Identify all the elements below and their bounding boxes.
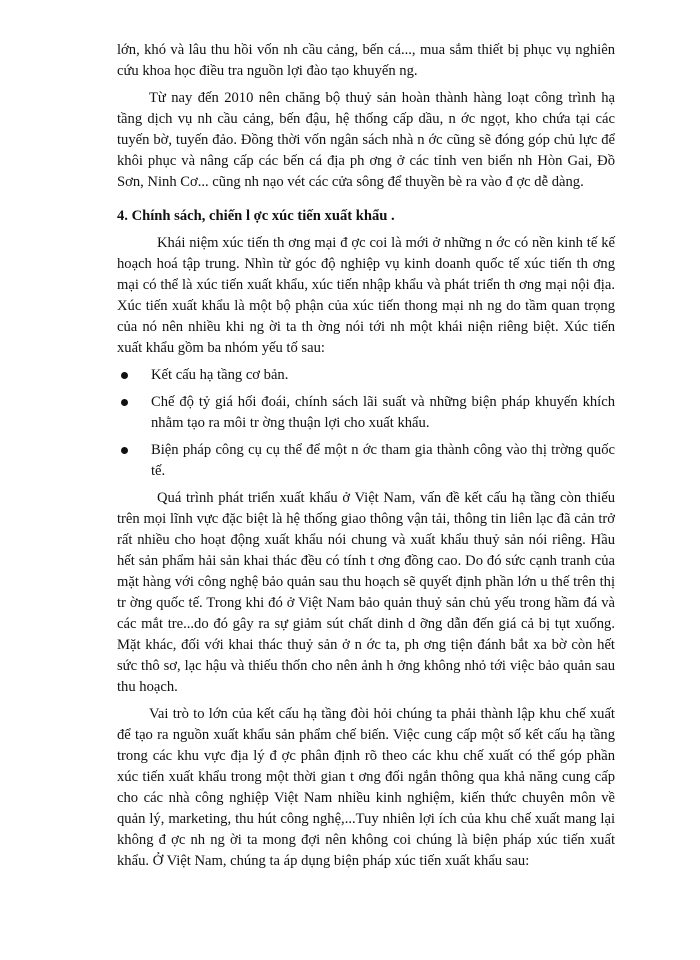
paragraph-export-processing-zones: Vai trò to lớn của kết cấu hạ tầng đòi hỏi chúng ta phải thành lập khu chế xuất để tạo ra nguồn xuất khẩu sản phẩm chế biến. Việc cung cấp một số kết cấu hạ tầng trong các khu vực địa lý đ ợc phân định rõ theo các khu chế xuất có thể góp phần xúc tiến xuất khẩu trong một thời gian t ơng đối ngắn thông qua khả năng cung cấp cho các nhà công nghiệp Việt Nam nhiều kinh nghiệm, kiến thức chuyên môn về quản lý, marketing, thu hút công nghệ,...Tuy nhiên lợi ích của khu chế xuất mang lại không đ ợc nh ng ời ta mong đợi nên không coi chúng là biện pháp xúc tiến xuất khẩu. Ở Việt Nam, chúng ta áp dụng biện pháp xúc tiến xuất khẩu sau: bbox=[117, 706, 615, 869]
paragraph-continuation: lớn, khó và lâu thu hồi vốn nh cầu cảng, bến cá..., mua sắm thiết bị phục vụ nghiên cứu khoa học điều tra nguồn lợi đào tạo khuyến ng. bbox=[117, 42, 615, 79]
list-item: Chế độ tỷ giá hối đoái, chính sách lãi suất và những biện pháp khuyến khích nhằm tạo ra môi tr ờng thuận lợi cho xuất khẩu. bbox=[117, 392, 615, 434]
section-heading: 4. Chính sách, chiến l ợc xúc tiến xuất khẩu . bbox=[117, 208, 395, 224]
paragraph-infrastructure-2010: Từ nay đến 2010 nên chăng bộ thuỷ sản hoàn thành hàng loạt công trình hạ tầng dịch vụ nh cầu cảng, bến đậu, hệ thống cấp dầu, n ớc ngọt, kho chứa tại các tuyến bờ, tuyến đảo. Đồng thời vốn ngân sách nhà n ớc cũng sẽ đóng góp chủ lực để khôi phục và nâng cấp các bến cá địa ph ơng ở các tỉnh ven biển nh Hòn Gai, Đồ Sơn, Ninh Cơ... cũng nh nạo vét các cửa sông để thuyền bè ra vào đ ợc dễ dàng. bbox=[117, 90, 615, 190]
bullet-icon bbox=[121, 399, 128, 406]
bullet-icon bbox=[121, 372, 128, 379]
factor-list bbox=[117, 365, 615, 482]
list-item: Biện pháp công cụ cụ thể để một n ớc tham gia thành công vào thị trờng quốc tế. bbox=[117, 440, 615, 482]
bullet-icon bbox=[121, 447, 128, 454]
paragraph-trade-promotion-concept: Khái niệm xúc tiến th ơng mại đ ợc coi là mới ở những n ớc có nền kinh tế kế hoạch hoá tập trung. Nhìn từ góc độ nghiệp vụ kinh doanh quốc tế xúc tiến th ơng mại có thể là xúc tiến xuất khẩu, xúc tiến nhập khẩu và phát triển th ơng mại nội địa. Xúc tiến xuất khẩu là một bộ phận của xúc tiến thong mại nh ng do tầm quan trọng của nó nên nhiều khi ng ời ta th ờng nói tới nh một khái niện riêng biệt. Xúc tiến xuất khẩu gồm ba nhóm yếu tố sau: bbox=[117, 235, 615, 356]
paragraph-export-development: Quá trình phát triển xuất khẩu ở Việt Nam, vấn đề kết cấu hạ tầng còn thiếu trên mọi lĩnh vực đặc biệt là hệ thống giao thông vận tải, thông tin liên lạc đã cản trở rất nhiều cho hoạt động xuất khẩu nói chung và xuất khẩu thuỷ sản nói riêng. Hầu hết sản phẩm hải sản khai thác đều có tính t ơng đồng cao. Do đó sức cạnh tranh của mặt hàng với công nghệ bảo quản sau thu hoạch sẽ quyết định phần lớn u thế trên thị tr ờng quốc tế. Trong khi đó ở Việt Nam bảo quản thuỷ sản chủ yếu trong hầm đá và các mắt tre...do đó gây ra sự giảm sút chất dinh d ỡng dẫn đến giá cả bị tụt xuống. Mặt khác, đối với khai thác thuỷ sản ở n ớc ta, ph ơng tiện đánh bắt xa bờ còn hết sức thô sơ, lạc hậu và thiếu thốn cho nên ảnh h ởng không nhỏ tới việc bảo quản sau thu hoạch. bbox=[117, 490, 615, 695]
list-item: Kết cấu hạ tầng cơ bản. bbox=[117, 365, 615, 386]
